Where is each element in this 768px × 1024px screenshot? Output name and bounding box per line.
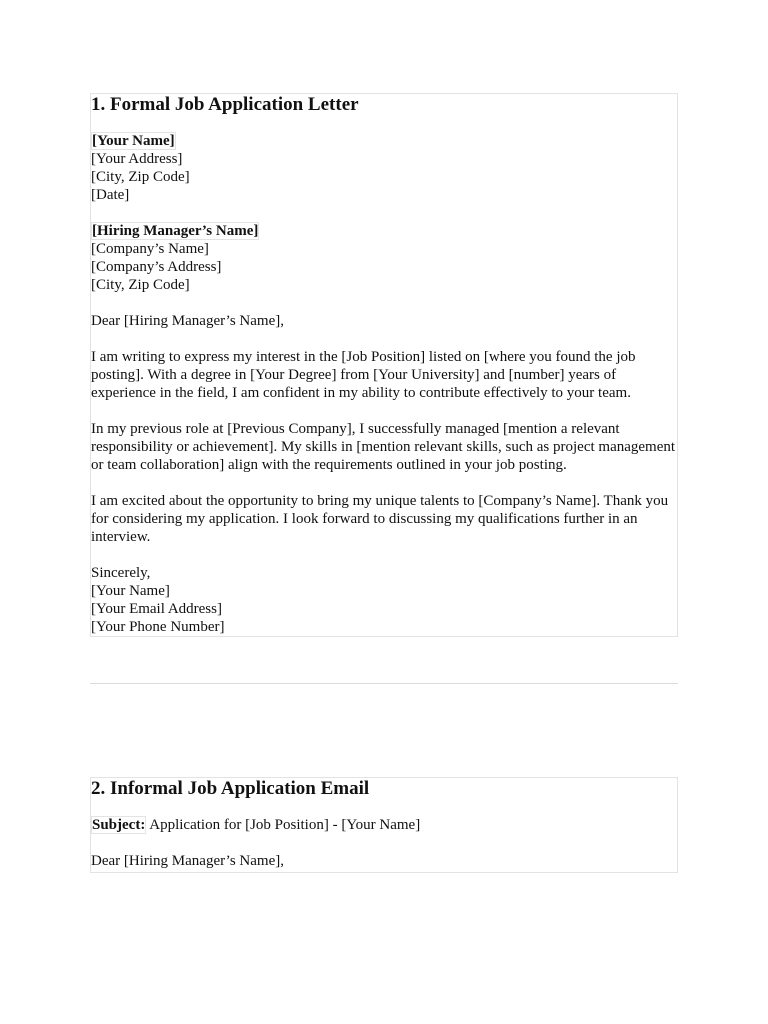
subject-label: Subject: [92,817,146,833]
body-paragraph-line: posting]. With a degree in [Your Degree] from [Your University] and [number] years of [91,367,617,383]
closing-email: [Your Email Address] [91,601,222,617]
email-salutation: Dear [Hiring Manager’s Name], [91,853,284,869]
sender-name: [Your Name] [92,133,175,149]
informal-email-section [90,777,678,873]
sender-block [91,132,677,204]
closing-signoff: Sincerely, [91,565,151,581]
section-divider [90,683,678,684]
recipient-block [91,222,677,294]
body-paragraph-line: experience in the field, I am confident in my ability to contribute effectively to your team. [91,385,631,401]
subject-value: Application for [Job Position] - [Your Name] [149,817,421,833]
recipient-city: [City, Zip Code] [91,277,190,293]
body-paragraph-line: interview. [91,529,151,545]
letter-date: [Date] [91,187,130,203]
closing-phone: [Your Phone Number] [91,619,225,635]
informal-email-title: 2. Informal Job Application Email [91,778,370,799]
formal-letter-section [90,93,678,637]
formal-letter-title: 1. Formal Job Application Letter [91,94,359,115]
body-paragraph-line: for considering my application. I look forward to discussing my qualifications further in an [91,511,638,527]
closing-block [91,564,677,636]
body-paragraph-line: responsibility or achievement]. My skills in [mention relevant skills, such as project management [91,439,676,455]
body-paragraph-line: In my previous role at [Previous Company], I successfully managed [mention a relevant [91,421,620,437]
body-paragraph-line: I am writing to express my interest in the [Job Position] listed on [where you found the job [91,349,636,365]
recipient-name: [Hiring Manager’s Name] [92,223,259,239]
body-paragraph-1 [91,348,677,402]
body-paragraph-3 [91,492,677,546]
body-paragraph-line: I am excited about the opportunity to bring my unique talents to [Company’s Name]. Thank you [91,493,669,509]
sender-city: [City, Zip Code] [91,169,190,185]
body-paragraph-2 [91,420,677,474]
recipient-company: [Company’s Name] [91,241,209,257]
closing-name: [Your Name] [91,583,170,599]
email-subject-line [91,816,677,834]
body-paragraph-line: or team collaboration] align with the requirements outlined in your job posting. [91,457,567,473]
recipient-address: [Company’s Address] [91,259,222,275]
sender-address: [Your Address] [91,151,183,167]
letter-salutation: Dear [Hiring Manager’s Name], [91,313,284,329]
